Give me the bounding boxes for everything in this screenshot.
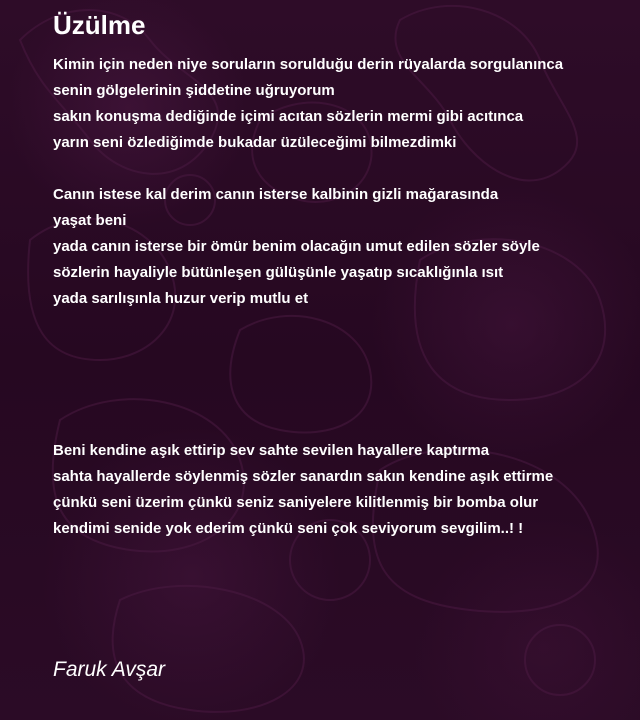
poem-line: yada sarılışınla huzur verip mutlu et <box>53 290 309 307</box>
poem-title: Üzülme <box>53 10 146 40</box>
poem-line: Canın istese kal derim canın isterse kalbinin gizli mağarasında <box>53 186 499 203</box>
poem-line: çünkü seni üzerim çünkü seniz saniyelere kilitlenmiş bir bomba olur <box>53 494 539 511</box>
poem-line: yada canın isterse bir ömür benim olacağın umut edilen sözler söyle <box>53 238 540 255</box>
poem-line: sakın konuşma dediğinde içimi acıtan sözlerin mermi gibi acıtınca <box>53 108 524 125</box>
poem-line: Kimin için neden niye soruların sorulduğu derin rüyalarda sorgulanınca <box>53 56 564 73</box>
poem-line: yarın seni özlediğimde bukadar üzüleceğimi bilmezdimki <box>53 134 457 151</box>
poem-line: kendimi senide yok ederim çünkü seni çok seviyorum sevgilim..! ! <box>53 520 524 537</box>
stanza-3 <box>53 438 553 542</box>
poem-line: yaşat beni <box>53 212 127 229</box>
poem-line: sahta hayallerde söylenmiş sözler sanardın sakın kendine aşık ettirme <box>53 468 554 485</box>
poem-line: senin gölgelerinin şiddetine uğruyorum <box>53 82 335 99</box>
stanza-1 <box>53 52 563 156</box>
poem-author: Faruk Avşar <box>53 658 166 681</box>
poem-line: Beni kendine aşık ettirip sev sahte sevilen hayallere kaptırma <box>53 442 490 459</box>
stanza-2 <box>53 182 540 312</box>
poem-line: sözlerin hayaliyle bütünleşen gülüşünle yaşatıp sıcaklığınla ısıt <box>53 264 504 281</box>
